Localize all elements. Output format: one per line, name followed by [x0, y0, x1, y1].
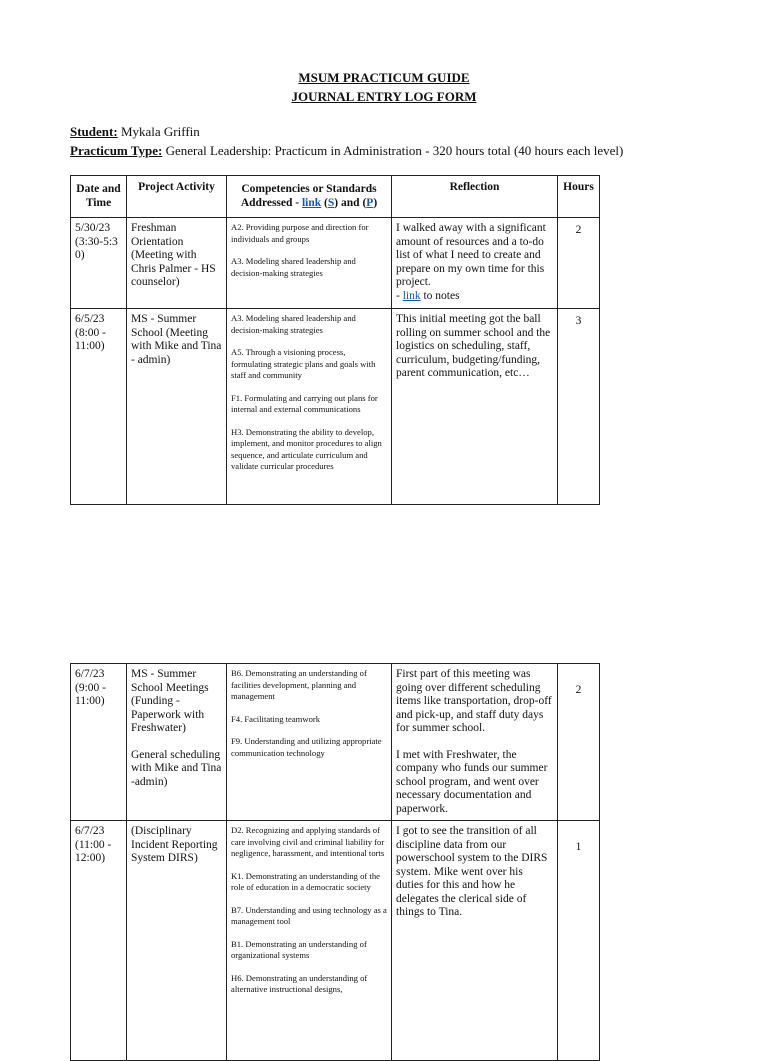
row-date: 6/7/23 (11:00 - 12:00) — [71, 821, 127, 1061]
document-subtitle: JOURNAL ENTRY LOG FORM — [291, 89, 477, 104]
row-hours: 3 — [558, 309, 600, 505]
journal-log-table — [70, 175, 600, 505]
row-competencies: A3. Modeling shared leadership and decision-making strategies A5. Through a visioning process, formulating strategic plans and goals with staff and community F1. Formulating and carrying out plans for internal and external communications H3. Demonstrating the ability to develop, implement, and monitor procedures to align sequence, and articulate curriculum and validate curricular procedures — [227, 309, 392, 505]
table-header-row — [71, 176, 600, 218]
student-name: Mykala Griffin — [120, 124, 200, 139]
journal-log-table-continued — [70, 663, 600, 1061]
standards-p-link[interactable]: P — [366, 196, 374, 209]
row-competencies: B6. Demonstrating an understanding of facilities development, planning and management F4. Facilitating teamwork F9. Understanding and utilizing appropriate communication technology — [227, 664, 392, 821]
table-row — [71, 218, 600, 309]
competencies-and: and — [341, 196, 360, 209]
notes-link[interactable]: link — [402, 289, 421, 302]
row-activity: MS - Summer School Meetings (Funding -Paperwork with Freshwater) General scheduling with Mike and Tina -admin) — [127, 664, 227, 821]
row-date: 6/5/23 (8:00 - 11:00) — [71, 309, 127, 505]
student-line — [70, 124, 200, 140]
row-reflection: First part of this meeting was going over different scheduling items like transportation, drop-off and pick-up, and staff duty days for summer school. I met with Freshwater, the company who funds our summer school program, and went over necessary documentation and paperwork. — [392, 664, 558, 821]
row-hours: 2 — [558, 664, 600, 821]
col-header-activity: Project Activity — [127, 176, 227, 218]
col-header-reflection: Reflection — [392, 176, 558, 218]
practicum-label: Practicum Type: — [70, 143, 163, 158]
row-competencies: D2. Recognizing and applying standards of care involving civil and criminal liability for negligence, harassment, and intentional torts K1. Demonstrating an understanding of the role of education in a democratic society B7. Understanding and using technology as a management tool B1. Demonstrating an understanding of organizational systems H6. Demonstrating an understanding of alternative instructional designs, — [227, 821, 392, 1061]
table-row — [71, 821, 600, 1061]
row-activity: Freshman Orientation (Meeting with Chris Palmer - HS counselor) — [127, 218, 227, 309]
row-activity: (Disciplinary Incident Reporting System DIRS) — [127, 821, 227, 1061]
row-competencies: A2. Providing purpose and direction for individuals and groups A3. Modeling shared leadership and decision-making strategies — [227, 218, 392, 309]
competencies-header-text: Competencies or Standards Addressed - — [240, 183, 377, 209]
table-row — [71, 664, 600, 821]
table-row — [71, 309, 600, 505]
practicum-type: General Leadership: Practicum in Administration - 320 hours total (40 hours each level) — [165, 143, 624, 158]
row-date: 6/7/23 (9:00 - 11:00) — [71, 664, 127, 821]
document-title: MSUM PRACTICUM GUIDE — [298, 70, 470, 85]
col-header-hours: Hours — [558, 176, 600, 218]
col-header-date: Date and Time — [71, 176, 127, 218]
student-label: Student: — [70, 124, 118, 139]
row-reflection: I got to see the transition of all discipline data from our powerschool system to the DIRS system. Mike went over his duties for this and how he delegates the clerical side of things to Tina. — [392, 821, 558, 1061]
row-reflection: I walked away with a significant amount of resources and a to-do list of what I need to create and prepare on my own time for this project. - link to notes — [392, 218, 558, 309]
standards-s-link[interactable]: S — [327, 196, 335, 209]
col-header-competencies: Competencies or Standards Addressed - link (S) and (P) — [227, 176, 392, 218]
row-reflection: This initial meeting got the ball rolling on summer school and the logistics on scheduling, staff, curriculum, budgeting/funding, parent communication, etc… — [392, 309, 558, 505]
row-activity: MS - Summer School (Meeting with Mike and Tina - admin) — [127, 309, 227, 505]
row-date: 5/30/23 (3:30-5:3 0) — [71, 218, 127, 309]
row-hours: 2 — [558, 218, 600, 309]
row-hours: 1 — [558, 821, 600, 1061]
standards-link[interactable]: link — [301, 196, 322, 209]
practicum-line — [70, 143, 623, 159]
